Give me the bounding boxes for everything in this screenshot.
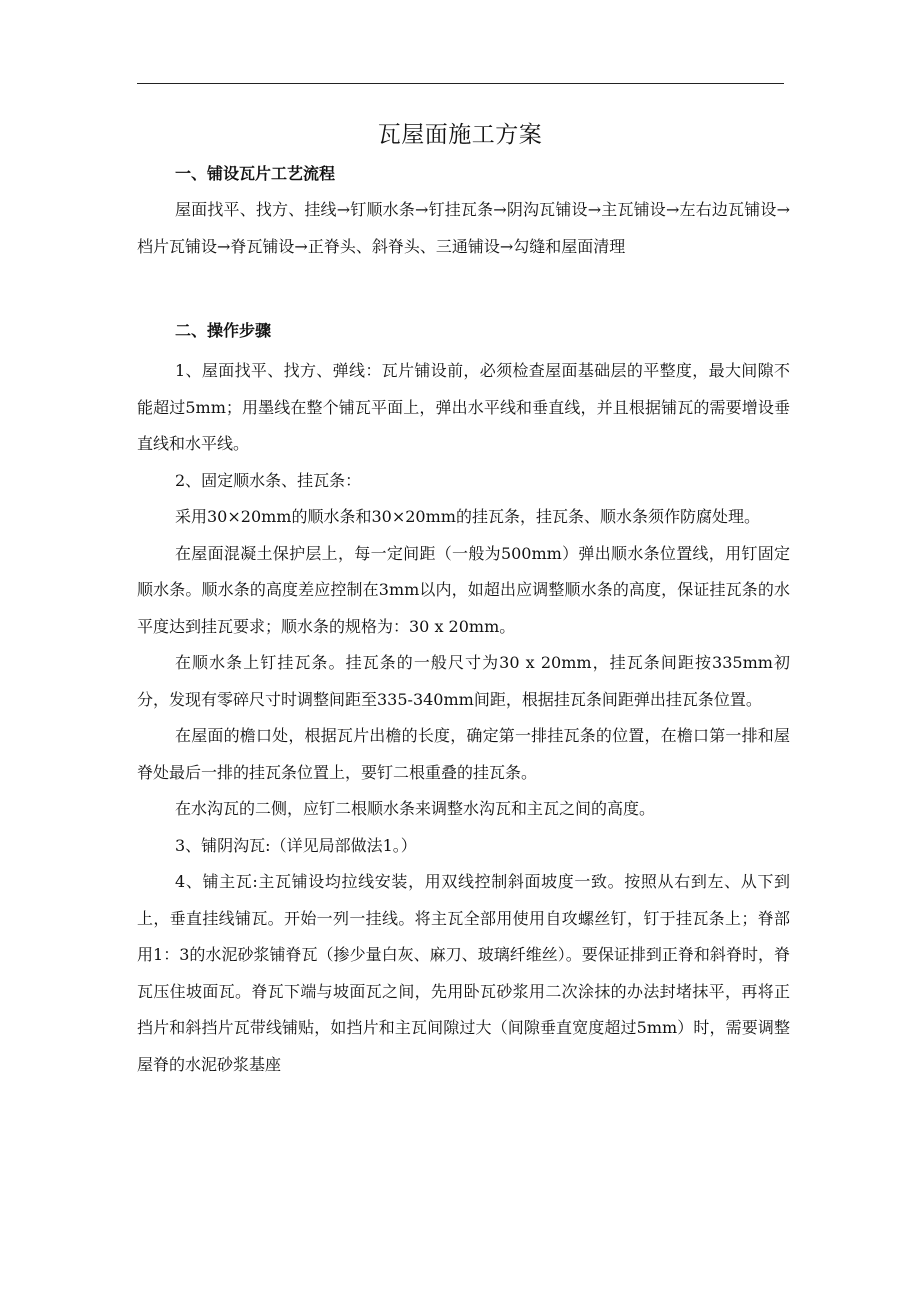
header-rule xyxy=(137,83,784,84)
step-2-gutter-paragraph: 在水沟瓦的二侧，应钉二根顺水条来调整水沟瓦和主瓦之间的高度。 xyxy=(175,799,656,818)
section-spacer xyxy=(137,265,790,315)
step-2-batten-paragraph: 在顺水条上钉挂瓦条。挂瓦条的一般尺寸为30 x 20mm，挂瓦条间距按335mm初分，发现有零碎尺寸时调整间距至335-340mm间距，根据挂瓦条间距弹出挂瓦条位置。 xyxy=(137,653,790,709)
section-heading-steps: 二、操作步骤 xyxy=(175,321,272,340)
process-flow-paragraph: 屋面找平、找方、挂线→钉顺水条→钉挂瓦条→阴沟瓦铺设→主瓦铺设→左右边瓦铺设→档片瓦铺设→脊瓦铺设→正脊头、斜脊头、三通铺设→勾缝和屋面清理 xyxy=(137,200,790,256)
document-title: 瓦屋面施工方案 xyxy=(377,122,543,148)
step-4-paragraph: 4、铺主瓦:主瓦铺设均拉线安装，用双线控制斜面坡度一致。按照从右到左、从下到上，垂直挂线铺瓦。开始一列一挂线。将主瓦全部用使用自攻螺丝钉，钉于挂瓦条上；脊部用1：3的水泥砂浆铺脊瓦（掺少量白灰、麻刀、玻璃纤维丝）。要保证排到正脊和斜脊时，脊瓦压住坡面瓦。脊瓦下端与坡面瓦之间，先用卧瓦砂浆用二次涂抹的办法封堵抹平，再将正挡片和斜挡片瓦带线铺贴，如挡片和主瓦间隙过大（间隙垂直宽度超过5mm）时，需要调整屋脊的水泥砂浆基座 xyxy=(137,872,790,1074)
step-1-paragraph: 1、屋面找平、找方、弹线：瓦片铺设前，必须检查屋面基础层的平整度，最大间隙不能超过5mm；用墨线在整个铺瓦平面上，弹出水平线和垂直线，并且根据铺瓦的需要增设垂直线和水平线。 xyxy=(137,361,790,453)
step-2-heading-paragraph: 2、固定顺水条、挂瓦条： xyxy=(175,470,362,490)
section-heading-process: 一、铺设瓦片工艺流程 xyxy=(175,164,336,183)
step-2-counter-batten-paragraph: 在屋面混凝土保护层上，每一定间距（一般为500mm）弹出顺水条位置线，用钉固定顺水条。顺水条的高度差应控制在3mm以内，如超出应调整顺水条的高度，保证挂瓦条的水平度达到挂瓦要求；顺水条的规格为：30 x 20mm。 xyxy=(137,543,790,636)
step-2-spec-paragraph: 采用30×20mm的顺水条和30×20mm的挂瓦条，挂瓦条、顺水条须作防腐处理。 xyxy=(175,507,760,526)
step-2-eaves-paragraph: 在屋面的檐口处，根据瓦片出檐的长度，确定第一排挂瓦条的位置，在檐口第一排和屋脊处最后一排的挂瓦条位置上，要钉二根重叠的挂瓦条。 xyxy=(137,726,790,782)
document-body xyxy=(137,158,790,1083)
step-3-paragraph: 3、铺阴沟瓦:（详见局部做法1。） xyxy=(175,835,417,855)
